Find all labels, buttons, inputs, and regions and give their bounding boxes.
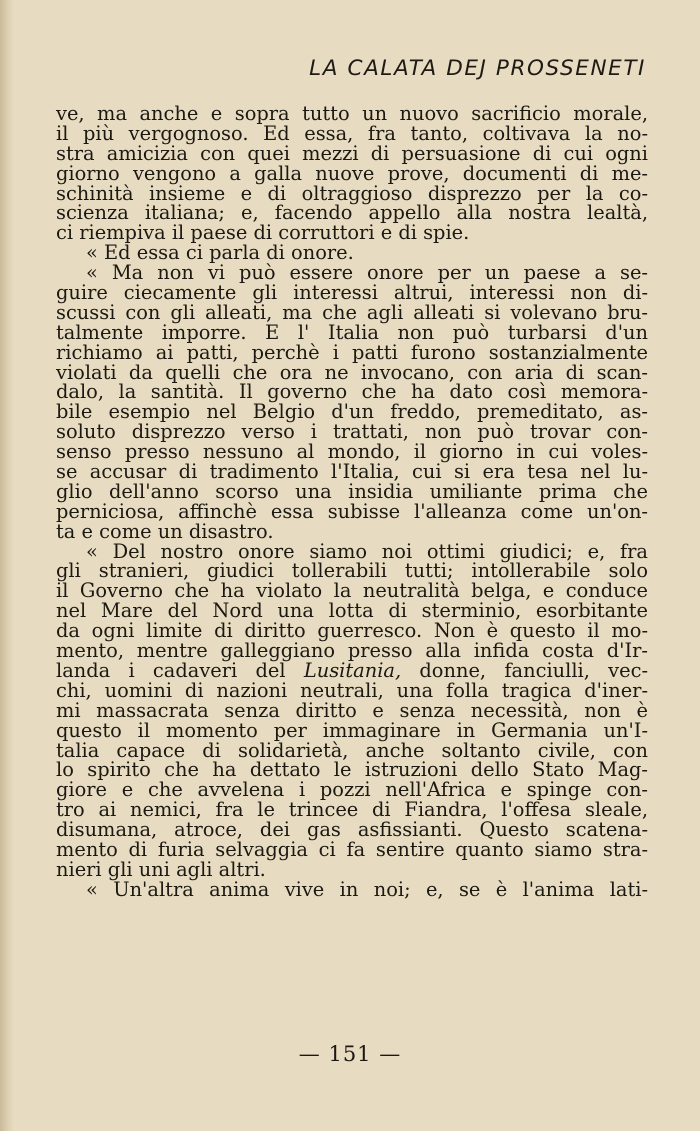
text-line: questo il momento per immaginare in Germania un'I-: [56, 718, 648, 742]
body-text: [56, 104, 648, 900]
text-line: ve, ma anche e sopra tutto un nuovo sacrificio morale,: [56, 102, 648, 125]
text-line: « Del nostro onore siamo noi ottimi giudici; e, fra: [86, 539, 648, 563]
page-number: — 151 —: [298, 1042, 402, 1066]
text-line: scienza italiana; e, facendo appello alla nostra lealtà,: [56, 201, 648, 225]
text-line: da ogni limite di diritto guerresco. Non è questo il mo-: [56, 619, 648, 643]
text-line: chi, uomini di nazioni neutrali, una folla tragica d'iner-: [56, 678, 648, 702]
text-line: guire ciecamente gli interessi altrui, interessi non di-: [56, 281, 648, 305]
text-line: talmente imporre. E l' Italia non può turbarsi d'un: [56, 320, 648, 344]
text-line: « Ed essa ci parla di onore.: [86, 241, 354, 265]
text-line: violati da quelli che ora ne invocano, con aria di scan-: [56, 360, 648, 384]
text-line: talia capace di solidarietà, anche soltanto civile, con: [56, 738, 648, 762]
text-line: [56, 658, 648, 682]
text-line: nel Mare del Nord una lotta di sterminio, esorbitante: [56, 599, 648, 623]
text-line: dalo, la santità. Il governo che ha dato così memora-: [56, 380, 648, 404]
text-line: scussi con gli alleati, ma che agli alleati si volevano bru-: [56, 300, 648, 324]
text-line: giorno vengono a galla nuove prove, documenti di me-: [56, 161, 648, 185]
text-line: giore e che avvelena i pozzi nell'Africa e spinge con-: [56, 778, 648, 802]
text-line: mi massacrata senza diritto e senza necessità, non è: [56, 698, 648, 722]
text-line: mento, mentre galleggiano presso alla infida costa d'Ir-: [56, 639, 648, 663]
text-line: mento di furia selvaggia ci fa sentire quanto siamo stra-: [56, 837, 648, 861]
text-fragment: landa i cadaveri del: [56, 658, 304, 682]
text-line: il Governo che ha violato la neutralità belga, e conduce: [56, 579, 648, 603]
text-line: richiamo ai patti, perchè i patti furono sostanzialmente: [56, 340, 648, 364]
text-line: lo spirito che ha dettato le istruzioni dello Stato Mag-: [56, 758, 648, 782]
ship-name-italic: Lusitania,: [303, 658, 402, 682]
text-line: schinità insieme e di oltraggioso disprezzo per la co-: [56, 181, 648, 205]
text-line: gli stranieri, giudici tollerabili tutti; intollerabile solo: [56, 559, 648, 583]
text-line: glio dell'anno scorso una insidia umiliante prima che: [56, 479, 648, 503]
text-line: perniciosa, affinchè essa subisse l'alleanza come un'on-: [56, 499, 648, 523]
text-fragment: donne, fanciulli, vec-: [401, 658, 648, 682]
text-line: ci riempiva il paese di corruttori e di spie.: [56, 221, 470, 245]
text-line: ta e come un disastro.: [56, 519, 274, 543]
running-header: LA CALATA DEJ PROSSENETI: [309, 56, 646, 81]
text-line: « Un'altra anima vive in noi; e, se è l'anima lati-: [86, 877, 648, 901]
text-line: bile esempio nel Belgio d'un freddo, premeditato, as-: [56, 400, 648, 424]
text-line: soluto disprezzo verso i trattati, non può trovar con-: [56, 420, 648, 444]
text-line: « Ma non vi può essere onore per un paese a se-: [86, 261, 648, 285]
text-line: se accusar di tradimento l'Italia, cui si era tesa nel lu-: [56, 460, 648, 484]
text-line: il più vergognoso. Ed essa, fra tanto, coltivava la no-: [56, 121, 648, 145]
text-line: disumana, atroce, dei gas asfissianti. Questo scatena-: [56, 818, 648, 842]
text-line: nieri gli uni agli altri.: [56, 857, 266, 881]
text-line: stra amicizia con quei mezzi di persuasione di cui ogni: [56, 141, 648, 165]
text-line: senso presso nessuno al mondo, il giorno in cui voles-: [56, 440, 648, 464]
page-edge-shadow: [0, 0, 14, 1131]
text-line: tro ai nemici, fra le trincee di Fiandra, l'offesa sleale,: [56, 798, 648, 822]
